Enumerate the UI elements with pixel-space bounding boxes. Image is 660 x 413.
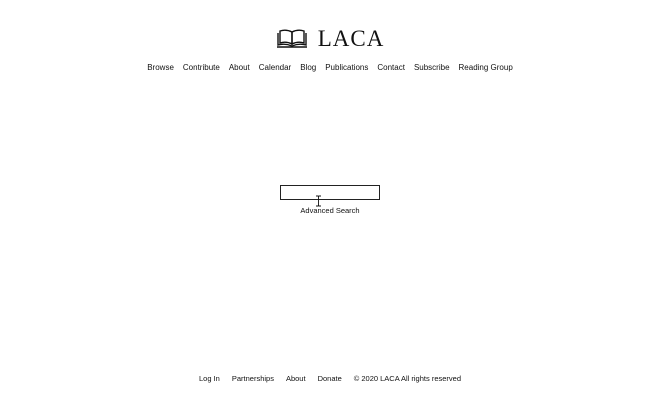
search-input[interactable] (280, 185, 380, 200)
text-cursor-icon (315, 195, 322, 207)
search-area (0, 185, 660, 215)
nav-item-about[interactable]: About (228, 63, 250, 72)
nav-item-calendar[interactable]: Calendar (258, 63, 292, 72)
footer-about-link[interactable]: About (285, 374, 306, 383)
open-book-icon (276, 29, 308, 49)
footer-login-link[interactable]: Log In (198, 374, 220, 383)
nav-item-contribute[interactable]: Contribute (182, 63, 220, 72)
nav-item-publications[interactable]: Publications (325, 63, 369, 72)
main-nav (0, 62, 660, 74)
site-logo[interactable] (0, 26, 660, 52)
nav-item-browse[interactable]: Browse (147, 63, 174, 72)
footer-partnerships-link[interactable]: Partnerships (231, 374, 274, 383)
nav-item-reading-group[interactable]: Reading Group (458, 63, 513, 72)
footer (0, 373, 660, 385)
footer-donate-link[interactable]: Donate (317, 374, 342, 383)
nav-item-contact[interactable]: Contact (377, 63, 405, 72)
nav-item-blog[interactable]: Blog (300, 63, 317, 72)
nav-item-subscribe[interactable]: Subscribe (413, 63, 450, 72)
logo-text: LACA (317, 26, 385, 51)
advanced-search-link[interactable]: Advanced Search (300, 206, 360, 215)
copyright-text: © 2020 LACA All rights reserved (353, 374, 461, 383)
